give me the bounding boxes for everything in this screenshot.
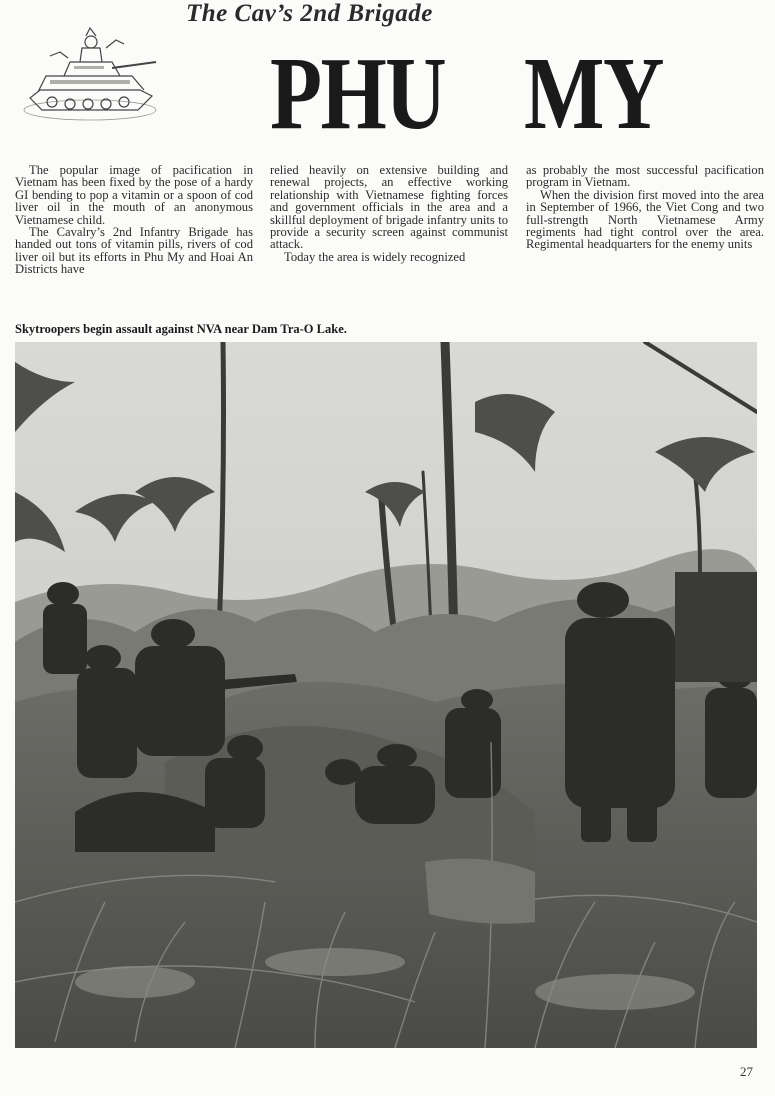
article-kicker: The Cav’s 2nd Brigade — [186, 0, 433, 27]
paragraph: The Cavalry’s 2nd Infantry Brigade has handed out tons of vitamin pills, rivers of cod liver oil but its efforts in Phu My and Hoai An Districts have — [15, 225, 253, 277]
paragraph: relied heavily on extensive building and renewal projects, an effective working relationship with Vietnamese fighting forces and government officials in the area and a skillful deployment of brigade infantry units to provide a security screen against communist attack. — [270, 163, 508, 252]
battle-photograph — [15, 342, 757, 1048]
photograph-image — [15, 342, 757, 1048]
article-title-word-2: MY — [524, 36, 663, 151]
paragraph: The popular image of pacification in Vietnam has been fixed by the pose of a hardy GI bending to pop a vitamin or a spoon of cod liver oil in the mouth of an anonymous Vietnamese child. — [15, 163, 253, 227]
text-column-1 — [15, 164, 253, 276]
paragraph: Today the area is widely recognized — [284, 249, 466, 264]
text-column-2 — [270, 164, 508, 263]
tank-illustration-icon — [20, 18, 160, 130]
article-title-word-1: PHU — [270, 36, 446, 151]
page-number: 27 — [740, 1064, 753, 1079]
paragraph: as probably the most successful pacification program in Vietnam. — [526, 163, 764, 190]
paragraph: When the division first moved into the area in September of 1966, the Viet Cong and two full-strength North Vietnamese Army regiments had tight control over the area. Regimental headquarters for the enemy units — [526, 187, 764, 252]
photo-caption: Skytroopers begin assault against NVA near Dam Tra-O Lake. — [15, 322, 347, 336]
text-column-3 — [526, 164, 764, 251]
